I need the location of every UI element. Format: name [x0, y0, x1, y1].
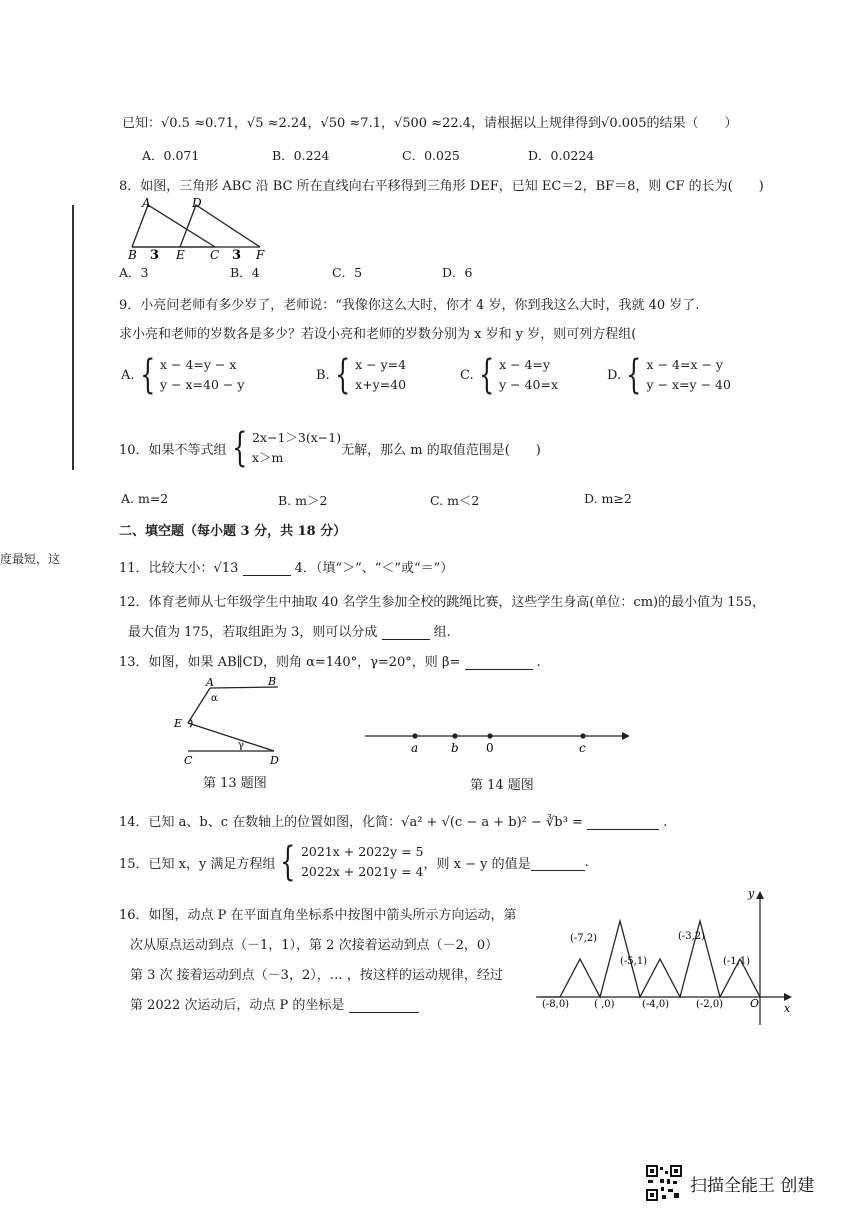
q13-question [119, 651, 541, 670]
q15-eq2: 2022x + 2021y = 4 [300, 864, 424, 879]
q7-option-a: A．0.071 [142, 148, 200, 163]
q10-option-c: C. m＜2 [430, 493, 480, 508]
q8-figure [120, 195, 280, 260]
q16-origin-label: O [750, 997, 760, 1010]
q11-blank[interactable] [243, 575, 291, 576]
q15-prefix: 15．已知 x，y 满足方程组 [119, 856, 276, 872]
q13-suffix: . [536, 655, 541, 670]
q12-blank[interactable] [382, 639, 430, 640]
q10-option-d: D. m≥2 [584, 491, 632, 506]
q9-option-d: D. { x − 4=x − y y − x=y − 40 [607, 352, 731, 398]
q9-c-eq2: y − 40=x [499, 377, 558, 392]
q9-option-a: A. { x − 4=y − x y − x=40 − y [121, 352, 245, 398]
q14-number-line [360, 725, 635, 755]
q16-line2: 次从原点运动到点（－1，1），第 2 次接着运动到点（－2，0） [130, 938, 499, 953]
q8-option-a: A．3 [119, 265, 149, 280]
q9-a-eq2: y − x=40 − y [159, 377, 245, 392]
footer-watermark [646, 1165, 814, 1201]
q14-label-zero: 0 [486, 741, 494, 755]
q16-line4-wrap [130, 994, 419, 1013]
q8-label-a: A [142, 196, 151, 210]
q10-option-a: A. m=2 [121, 491, 169, 506]
q14-blank[interactable] [587, 829, 659, 830]
q14-point-b [452, 733, 457, 738]
q16-line4: 第 2022 次运动后，动点 P 的坐标是 [130, 998, 345, 1013]
q16-blank[interactable] [349, 1012, 419, 1013]
q14-question [119, 811, 667, 830]
q15-question: 15．已知 x，y 满足方程组 { 2021x + 2022y = 5 2022x + 2021y = 4 ，则 x − y 的值是 . [119, 839, 589, 885]
q9-b-eq1: x − y=4 [355, 357, 407, 372]
q14-point-zero [487, 733, 492, 738]
q11-suffix: 4．（填“＞”、“＜”或“＝”） [294, 561, 454, 576]
q8-option-d: D．6 [442, 265, 473, 280]
q13-label-b: B [268, 675, 277, 688]
q16-label-m8-0: (-8,0) [542, 999, 570, 1010]
q16-label-m5-1: (-5,1) [620, 956, 648, 967]
q9-d-eq1: x − 4=x − y [646, 357, 723, 372]
q12-line2 [128, 621, 451, 640]
q16-line1: 16．如图，动点 P 在平面直角坐标系中按图中箭头所示方向运动，第 [119, 908, 517, 923]
q14-text: 14．已知 a、b、c 在数轴上的位置如图，化简：√a² + √(c − a + b)² − ∛b³ = [119, 815, 583, 830]
q8-label-d: D [192, 196, 202, 210]
q15-end: . [584, 854, 589, 870]
q14-point-c [580, 733, 585, 738]
q13-label-d: D [270, 754, 279, 767]
q7-option-d: D．0.0224 [528, 148, 595, 163]
q16-label-m7-2: (-7,2) [570, 933, 598, 944]
q9-option-b-label: B. [316, 367, 330, 383]
q9-option-c: C. { x − 4=y y − 40=x [460, 352, 558, 398]
q9-option-a-label: A. [121, 367, 135, 383]
q13-label-a: A [206, 676, 214, 689]
margin-line [72, 205, 74, 470]
margin-side-note: 度最短，这 [0, 552, 61, 566]
q16-x-axis-label: x [784, 1002, 791, 1015]
q8-mark-1: 3 [150, 248, 160, 260]
q12-line1: 12．体育老师从七年级学生中抽取 40 名学生参加全校的跳绳比赛，这些学生身高(单位：cm)的最小值为 155， [119, 595, 766, 610]
q13-blank[interactable] [465, 669, 533, 670]
section2-title: 二、填空题（每小题 3 分，共 18 分） [119, 524, 347, 539]
q9-b-eq2: x+y=40 [355, 377, 407, 392]
q9-a-eq1: x − 4=y − x [159, 357, 237, 372]
q13-label-e: E [174, 717, 183, 730]
q10-suffix: 无解，那么 m 的取值范围是( ) [341, 442, 541, 458]
q14-caption: 第 14 题图 [470, 778, 534, 793]
q13-label-c: C [184, 754, 193, 767]
q14-point-a [412, 733, 417, 738]
q15-eq1: 2021x + 2022y = 5 [300, 844, 424, 859]
qr-code-icon [646, 1165, 682, 1201]
q10-eq1: 2x−1＞3(x−1) [252, 430, 342, 445]
q9-d-eq2: y − x=y − 40 [646, 377, 731, 392]
q14-label-b: b [451, 741, 459, 755]
q9-option-b: B. { x − y=4 x+y=40 [316, 352, 407, 398]
q8-label-b: B [128, 248, 137, 260]
q9-c-eq1: x − 4=y [499, 357, 551, 372]
footer-brand-text: 扫描全能王 创建 [690, 1175, 815, 1196]
q16-line3: 第 3 次 接着运动到点（－3，2），… ，按这样的运动规律，经过 [130, 968, 503, 983]
q14-suffix: . [663, 815, 668, 830]
q16-label-m6-0: ( ,0) [594, 999, 615, 1010]
q16-figure [528, 885, 798, 1030]
q8-mark-2: 3 [232, 248, 242, 260]
q15-blank[interactable] [531, 854, 585, 871]
q12-line2b: 组. [433, 625, 451, 640]
q16-label-m2-0: (-2,0) [696, 999, 724, 1010]
q8-label-c: C [210, 248, 220, 260]
q7-option-c: C．0.025 [402, 148, 460, 163]
q13-prefix: 13．如图，如果 AB∥CD，则角 α=140°，γ=20°，则 β= [119, 655, 461, 670]
q11-prefix: 11．比较大小：√13 [119, 561, 239, 576]
q13-label-alpha: α [211, 693, 218, 704]
q10-question: 10．如果不等式组 { 2x−1＞3(x−1) x＞m 无解，那么 m 的取值范围是( ) [119, 425, 541, 471]
q11-question [119, 557, 453, 576]
q13-figure [170, 675, 290, 770]
q16-label-m3-2: (-3,2) [678, 931, 706, 942]
q13-caption: 第 13 题图 [203, 776, 267, 791]
q7-option-b: B．0.224 [272, 148, 330, 163]
q8-text: 8．如图，三角形 ABC 沿 BC 所在直线向右平移得到三角形 DEF，已知 EC＝2，BF＝8，则 CF 的长为( ) [119, 179, 764, 194]
q16-label-m1-1: (-1,1) [723, 956, 751, 967]
q14-label-a: a [411, 741, 419, 755]
q12-line2a: 最大值为 175，若取组距为 3，则可以分成 [128, 625, 378, 640]
q8-option-b: B．4 [230, 265, 260, 280]
q7-text: 已知：√0.5 ≈0.71，√5 ≈2.24，√50 ≈7.1，√500 ≈22.4，请根据以上规律得到√0.005的结果（ ） [122, 116, 738, 131]
q15-suffix: ，则 x − y 的值是 [423, 856, 531, 872]
q8-label-e: E [176, 248, 185, 260]
q14-label-c: c [579, 741, 586, 755]
q10-eq2: x＞m [252, 450, 284, 465]
q10-prefix: 10．如果不等式组 [119, 442, 227, 458]
q16-y-axis-label: y [748, 887, 755, 900]
q9-line1: 9．小亮问老师有多少岁了，老师说：“我像你这么大时，你才 4 岁，你到我这么大时，我就 40 岁了. [119, 298, 700, 313]
q10-option-b: B. m＞2 [278, 493, 328, 508]
q16-label-m4-0: (-4,0) [642, 999, 670, 1010]
q9-line2: 求小亮和老师的岁数各是多少？若设小亮和老师的岁数分别为 x 岁和 y 岁，则可列方程组( [119, 327, 637, 342]
q8-label-f: F [256, 248, 265, 260]
q9-option-c-label: C. [460, 367, 474, 383]
q9-option-d-label: D. [607, 367, 622, 383]
q8-option-c: C．5 [332, 265, 363, 280]
q13-label-gamma: γ [238, 740, 244, 751]
